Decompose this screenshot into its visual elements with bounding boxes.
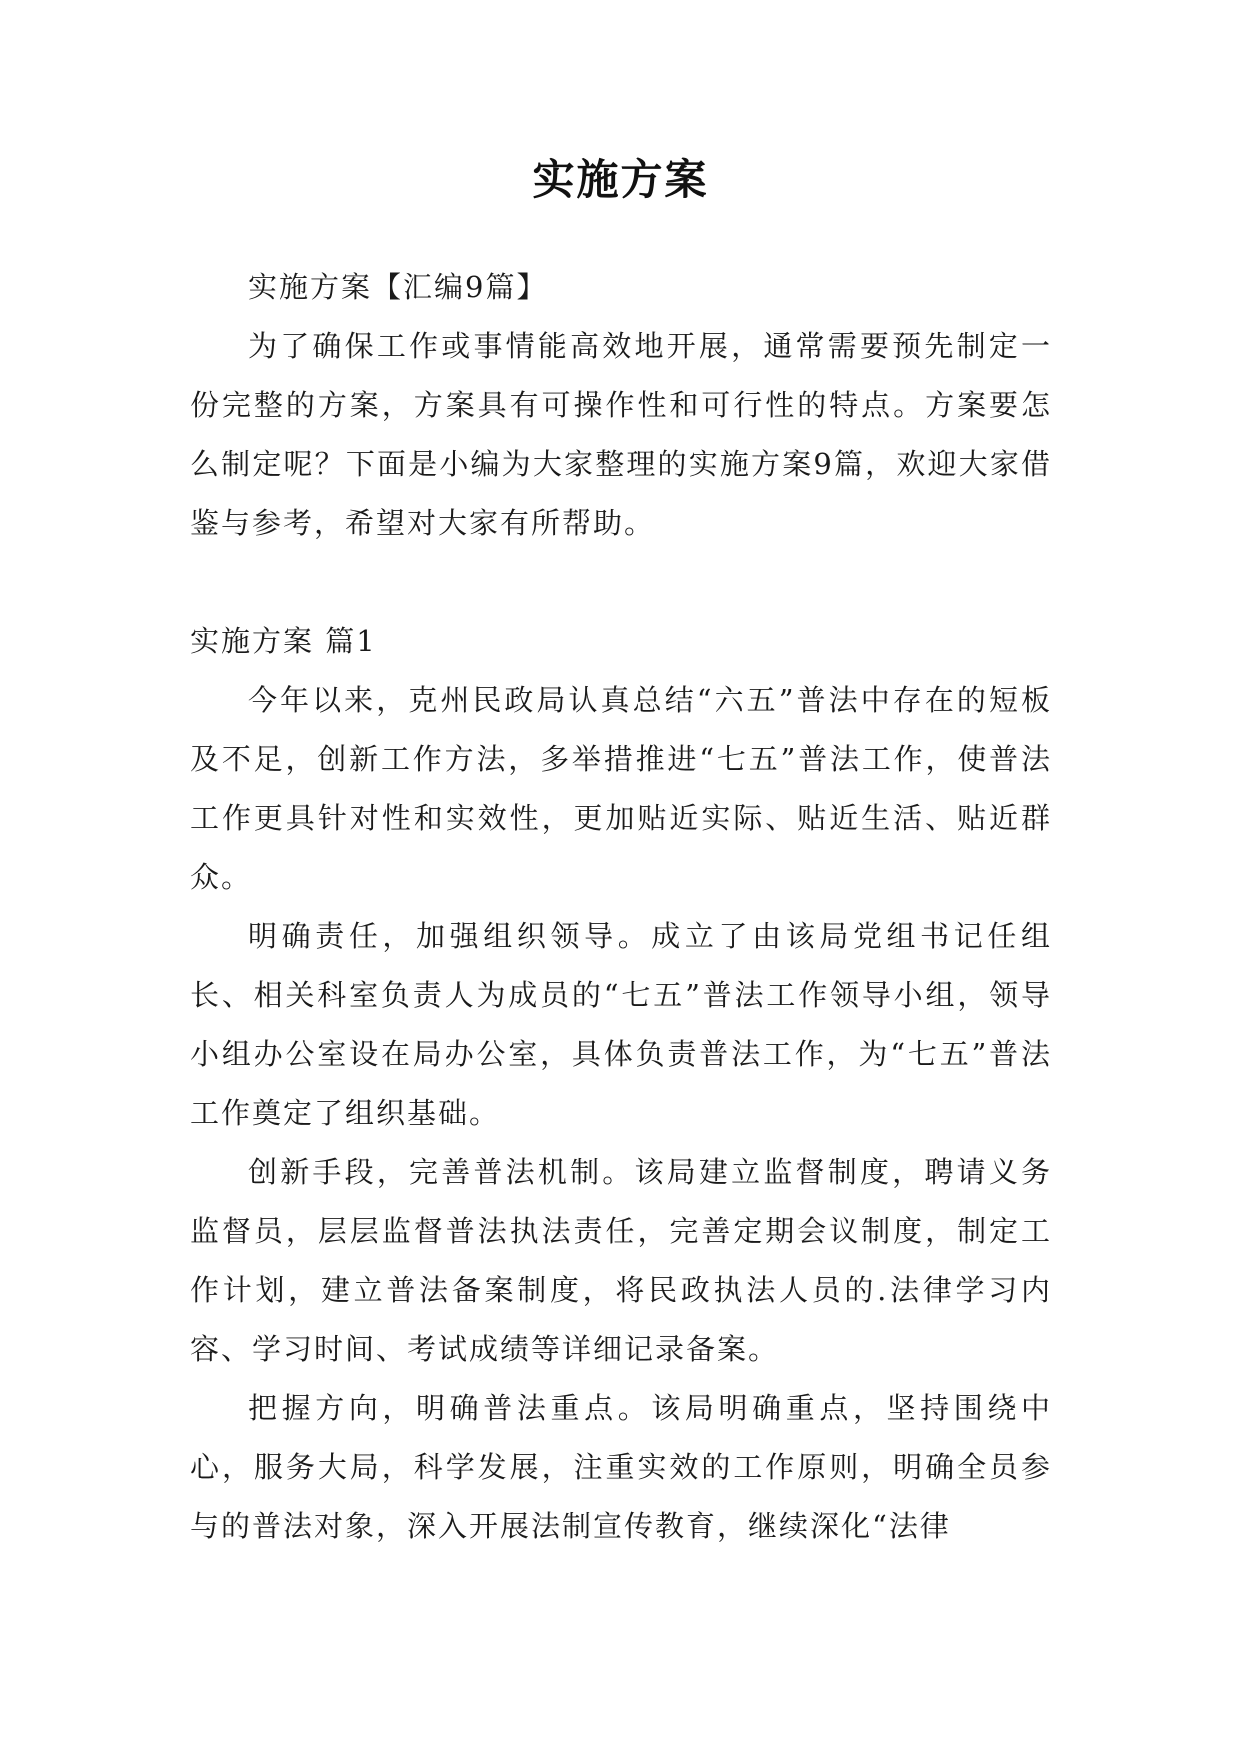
body-paragraph: 明确责任，加强组织领导。成立了由该局党组书记任组长、相关科室负责人为成员的“七五”普法工作领导小组，领导小组办公室设在局办公室，具体负责普法工作，为“七五”普法工作奠定了组织基础。 bbox=[190, 919, 1052, 1130]
body-paragraph: 把握方向，明确普法重点。该局明确重点，坚持围绕中心，服务大局，科学发展，注重实效的工作原则，明确全员参与的普法对象，深入开展法制宣传教育，继续深化“法律 bbox=[190, 1391, 1052, 1543]
collection-subtitle: 实施方案【汇编9篇】 bbox=[248, 270, 548, 304]
body-paragraph: 今年以来，克州民政局认真总结“六五”普法中存在的短板及不足，创新工作方法，多举措推进“七五”普法工作，使普法工作更具针对性和实效性，更加贴近实际、贴近生活、贴近群众。 bbox=[190, 683, 1052, 894]
document-title: 实施方案 bbox=[532, 155, 709, 204]
document-body bbox=[190, 258, 1052, 1556]
body-paragraph: 创新手段，完善普法机制。该局建立监督制度，聘请义务监督员，层层监督普法执法责任，完善定期会议制度，制定工作计划，建立普法备案制度，将民政执法人员的.法律学习内容、学习时间、考试成绩等详细记录备案。 bbox=[190, 1155, 1052, 1366]
intro-paragraph: 为了确保工作或事情能高效地开展，通常需要预先制定一份完整的方案，方案具有可操作性和可行性的特点。方案要怎么制定呢？下面是小编为大家整理的实施方案9篇，欢迎大家借鉴与参考，希望对大家有所帮助。 bbox=[190, 329, 1052, 540]
section-heading: 实施方案 篇1 bbox=[190, 624, 377, 658]
